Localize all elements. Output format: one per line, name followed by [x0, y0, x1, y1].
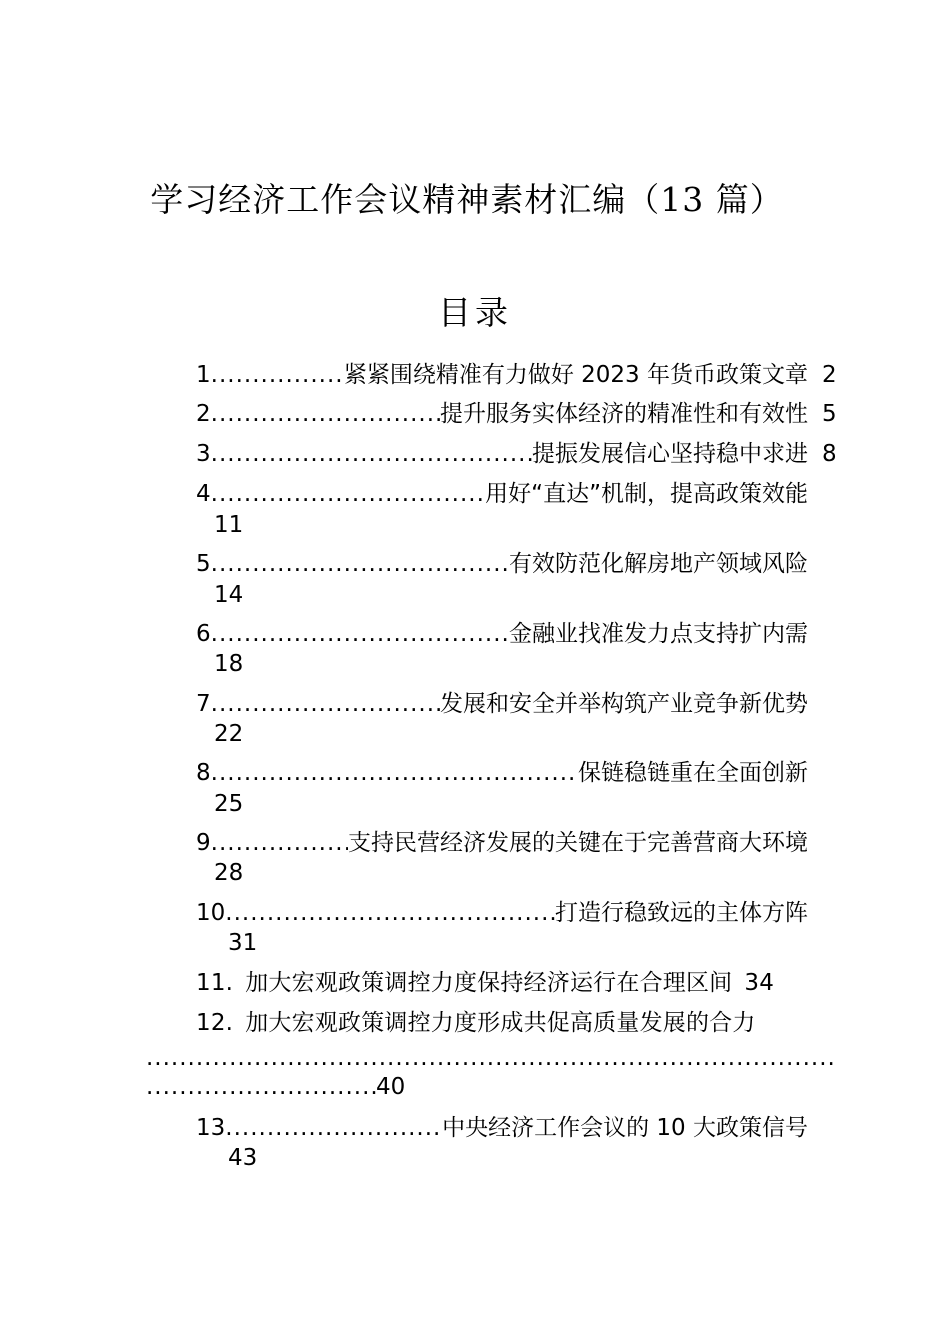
toc-entry-3[interactable]	[196, 436, 808, 472]
toc-page-number: 14	[214, 582, 244, 608]
toc-entry-title: 用好“直达”机制，提高政策效能	[485, 481, 808, 507]
toc-entry-title: 保链稳链重在全面创新	[578, 760, 808, 786]
document-title: 学习经济工作会议精神素材汇编（13 篇）	[150, 180, 784, 219]
dot-leader	[225, 895, 555, 931]
toc-page-number: 25	[214, 791, 244, 817]
toc-entry-number: 11.	[196, 970, 234, 996]
toc-entry-1[interactable]	[196, 357, 808, 393]
toc-page-number: 22	[214, 721, 244, 747]
toc-entry-9[interactable]	[196, 825, 808, 861]
toc-entry-title: 紧紧围绕精准有力做好 2023 年货币政策文章	[343, 362, 808, 388]
dot-leader	[211, 436, 532, 472]
toc-entry-title: 有效防范化解房地产领域风险	[509, 551, 808, 577]
dot-leader	[211, 546, 509, 582]
toc-entry-number: 8	[196, 760, 211, 786]
toc-entry-title: 加大宏观政策调控力度保持经济运行在合理区间	[245, 970, 733, 996]
toc-heading: 目录	[438, 293, 512, 332]
toc-entry-title: 打造行稳致远的主体方阵	[555, 900, 808, 926]
toc-page-number: 5	[822, 401, 837, 427]
toc-entry-title: 中央经济工作会议的 10 大政策信号	[442, 1115, 808, 1141]
toc-entry-title: 发展和安全并举构筑产业竞争新优势	[440, 691, 808, 717]
toc-entry-title: 支持民营经济发展的关键在于完善营商大环境	[348, 830, 808, 856]
toc-page-number: 8	[822, 441, 837, 467]
toc-entry-number: 4	[196, 481, 211, 507]
toc-entry-title: 加大宏观政策调控力度形成共促高质量发展的合力	[245, 1010, 756, 1036]
dot-leader	[211, 476, 486, 512]
toc-entry-title: 提升服务实体经济的精准性和有效性	[440, 401, 808, 427]
toc-entry-number: 13	[196, 1115, 226, 1141]
toc-entry-number: 7	[196, 691, 211, 717]
toc-page-number: 40	[376, 1074, 406, 1100]
dot-leader	[225, 1110, 442, 1146]
toc-entry-number: 12.	[196, 1010, 234, 1036]
toc-entry-number: 9	[196, 830, 211, 856]
dot-leader	[211, 357, 344, 393]
toc-entry-4[interactable]	[196, 476, 808, 512]
dot-leader	[211, 616, 509, 652]
toc-entry-12-continuation[interactable]	[146, 1069, 405, 1105]
toc-page-number: 34	[744, 970, 775, 996]
toc-entry-10[interactable]	[196, 895, 808, 931]
toc-entry-number: 10	[196, 900, 226, 926]
toc-entry-number: 6	[196, 621, 211, 647]
toc-entry-2[interactable]	[196, 396, 808, 432]
toc-entry-8[interactable]	[196, 755, 808, 791]
toc-page-number: 43	[228, 1145, 258, 1171]
dot-leader	[211, 396, 440, 432]
dot-leader	[211, 686, 440, 722]
toc-entry-5[interactable]	[196, 546, 808, 582]
toc-entry-11[interactable]	[196, 965, 774, 1001]
toc-entry-13[interactable]	[196, 1110, 808, 1146]
toc-page-number: 2	[822, 362, 837, 388]
toc-entry-title: 提振发展信心坚持稳中求进	[532, 441, 808, 467]
dot-leader	[211, 755, 578, 791]
toc-page-number: 11	[214, 512, 244, 538]
toc-entry-6[interactable]	[196, 616, 808, 652]
toc-page-number: 31	[228, 930, 258, 956]
toc-entry-12[interactable]	[196, 1005, 756, 1041]
toc-entry-number: 3	[196, 441, 211, 467]
toc-entry-title: 金融业找准发力点支持扩内需	[509, 621, 808, 647]
toc-page-number: 28	[214, 860, 244, 886]
toc-page-number: 18	[214, 651, 244, 677]
toc-entry-number: 2	[196, 401, 211, 427]
toc-entry-number: 5	[196, 551, 211, 577]
dot-leader	[146, 1069, 376, 1105]
toc-entry-7[interactable]	[196, 686, 808, 722]
toc-entry-number: 1	[196, 362, 211, 388]
